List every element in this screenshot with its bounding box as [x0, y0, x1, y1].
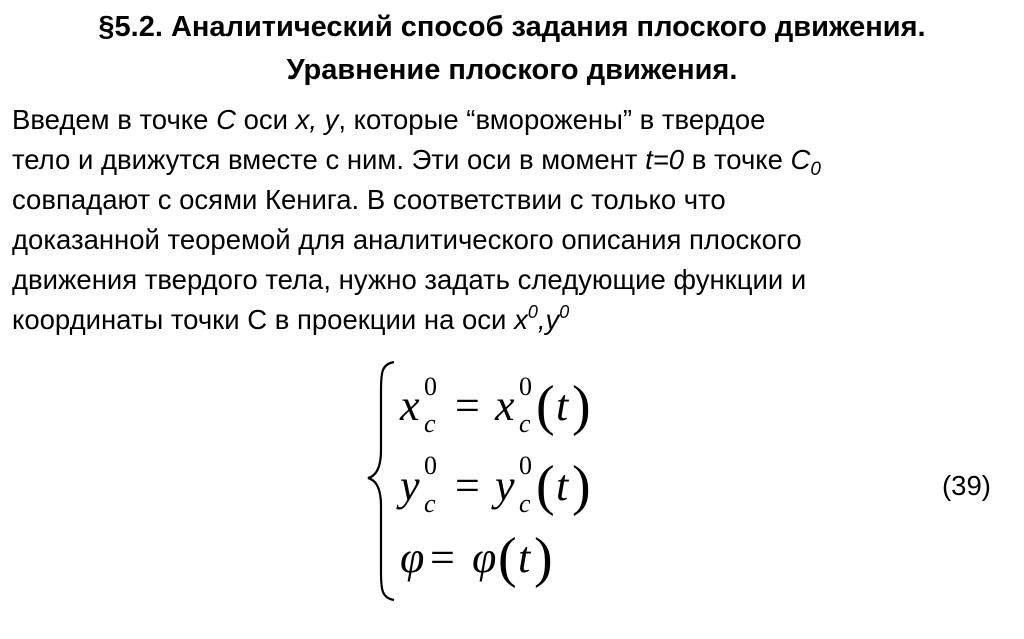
equation-number: (39) — [942, 470, 991, 501]
eq2-open-paren: ( — [536, 455, 555, 517]
eq2-close-paren: ) — [572, 455, 591, 517]
equation-row-3 — [400, 527, 553, 589]
eq2-lhs-var: y — [400, 461, 420, 510]
text-run: оси — [235, 104, 296, 135]
superscript-zero: 0 — [527, 302, 538, 322]
eq3-lhs-var: φ — [400, 533, 425, 582]
eq1-lhs-var: x — [400, 381, 420, 430]
eq3-equals: = — [430, 533, 455, 582]
paragraph-line-5: движения твердого тела, нужно задать следующие функции и — [12, 264, 807, 295]
text-run: Введем в точке — [12, 104, 217, 135]
heading-line-2: Уравнение плоского движения. — [286, 54, 738, 86]
equation-row-1 — [399, 372, 591, 438]
eq1-lhs-sub: c — [424, 409, 436, 438]
text-run: в точке — [684, 144, 791, 175]
eq3-arg: t — [518, 533, 531, 582]
eq1-rhs-sub: c — [519, 409, 531, 438]
eq1-equals: = — [455, 381, 480, 430]
paragraph-line-6 — [12, 300, 1017, 340]
eq1-lhs-sup: 0 — [424, 372, 437, 401]
paragraph-line-1 — [12, 100, 1017, 140]
eq1-open-paren: ( — [536, 375, 555, 437]
heading-line-1: §5.2. Аналитический способ задания плоского движения. — [98, 11, 926, 43]
axis-x0-symbol: x — [514, 304, 528, 335]
eq1-rhs-sup: 0 — [519, 372, 532, 401]
point-c-symbol: C — [216, 104, 236, 135]
subscript-zero: 0 — [810, 159, 821, 180]
text-run: координаты точки С в проекции на оси — [12, 304, 515, 335]
text-run: тело и движутся вместе с ним. Эти оси в момент — [12, 144, 646, 175]
eq3-close-paren: ) — [534, 527, 553, 589]
eq1-rhs-var: x — [495, 381, 515, 430]
eq2-arg: t — [556, 461, 569, 510]
left-brace — [368, 362, 394, 600]
axes-symbols: x, y — [295, 104, 339, 135]
eq2-rhs-sup: 0 — [519, 451, 532, 480]
eq2-equals: = — [455, 461, 480, 510]
eq3-rhs-var: φ — [472, 533, 497, 582]
equation-row-2 — [396, 451, 591, 518]
paragraph-line-3: совпадают с осями Кенига. В соответствии с только что — [12, 184, 726, 215]
text-run: , которые “вморожены” в твердое — [338, 104, 766, 135]
eq2-rhs-sub: c — [519, 489, 531, 518]
eq2-lhs-sub: c — [424, 489, 436, 518]
point-c0-symbol: C — [790, 144, 811, 175]
axis-y0-symbol: ,y — [537, 304, 560, 335]
slide-heading — [0, 6, 1024, 92]
eq1-close-paren: ) — [572, 375, 591, 437]
body-paragraph — [12, 100, 1017, 340]
paragraph-line-2 — [12, 140, 1017, 180]
eq2-rhs-var: y — [495, 461, 515, 510]
superscript-zero: 0 — [559, 302, 570, 322]
paragraph-line-4: доказанной теоремой для аналитического описания плоского — [12, 224, 802, 255]
time-zero-symbol: t=0 — [645, 144, 685, 175]
equation-system — [360, 350, 760, 610]
eq2-lhs-sup: 0 — [424, 451, 437, 480]
eq1-arg: t — [556, 381, 569, 430]
eq3-open-paren: ( — [498, 527, 517, 589]
